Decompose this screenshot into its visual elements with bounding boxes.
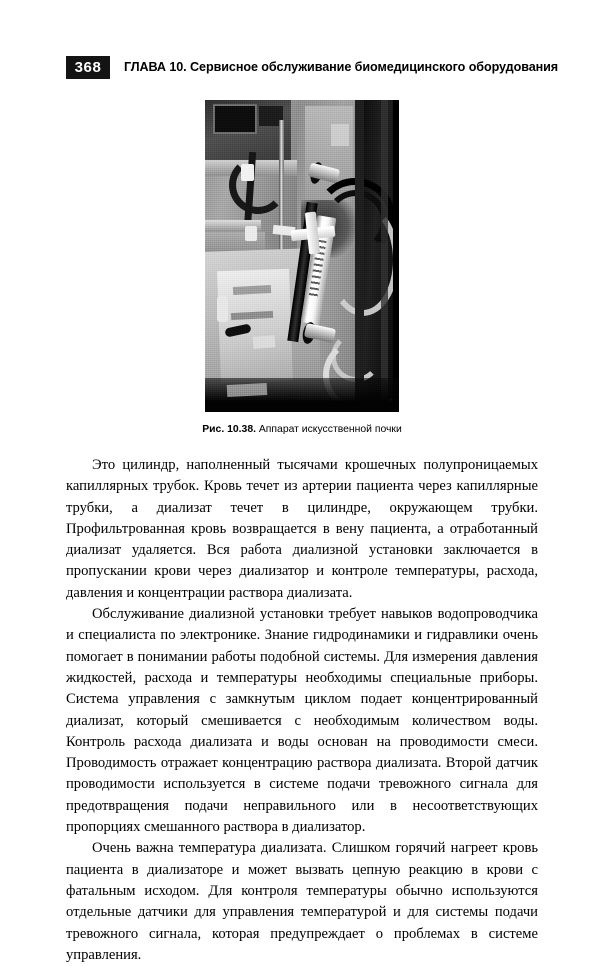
body-text [66,455,538,966]
paragraph-1: Это цилиндр, наполненный тысячами крошечных полупроницаемых капиллярных трубок. Кровь течет из артерии пациента через капиллярные трубки, а диализат течет в цилиндре, окружающем трубки. Профильтрованная кровь возвращается в вену пациента, а отработанный диализат удаляется. Вся работа диализной установки заключается в пропускании крови через диализатор и контроле температуры, расхода, давления и концентрации раствора диализата. [66,457,538,601]
figure-caption-number: Рис. 10.38. [202,424,256,435]
figure-caption [66,424,538,435]
paragraph-3: Очень важна температура диализата. Слишком горячий нагреет кровь пациента в диализаторе и может вызвать цепную реакцию в крови с фатальным исходом. Для контроля температуры обычно используются отдельные датчики для управления температурой и для системы подачи тревожного сигнала, которая предупреждает о проблемах в системе управления. [66,840,538,963]
running-head [66,54,559,80]
page-number-badge: 368 [66,56,110,79]
photo-film-grain [205,100,399,412]
figure-block [66,100,538,435]
chapter-title: ГЛАВА 10. Сервисное обслуживание биомедицинского оборудования [124,60,559,74]
dialysis-machine-photo [205,100,399,412]
figure-caption-text: Аппарат искусственной почки [258,424,402,435]
paragraph-2: Обслуживание диализной установки требует навыков водопроводчика и специалиста по электронике. Знание гидродинамики и гидравлики очень помогает в понимании работы подобной системы. Для измерения давления жидкостей, расхода и температуры необходимы специальные приборы. Система управления с замкнутым циклом подает концентрированный диализат, который смешивается с необходимым количеством воды. Контроль расхода диализата и воды основан на проводимости смеси. Проводимость отражает концентрацию раствора диализата. Второй датчик проводимости используется в системе подачи тревожного сигнала для предотвращения подачи неправильного или в несоответствующих пропорциях смешанного раствора в диализатор. [66,606,538,836]
